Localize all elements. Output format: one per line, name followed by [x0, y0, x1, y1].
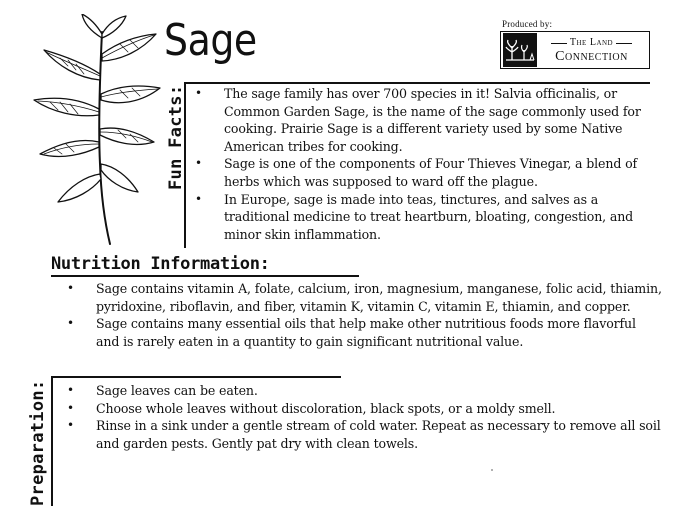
fun-facts-heading: Fun Facts: — [166, 84, 186, 190]
preparation-divider — [51, 376, 53, 506]
page-title: Sage — [164, 15, 257, 66]
bullet: • — [195, 156, 202, 171]
fun-facts-top-rule — [184, 82, 650, 84]
bullet: • — [67, 316, 74, 331]
nutrition-underline — [51, 275, 359, 277]
bullet: • — [195, 191, 202, 206]
sage-sprig-illustration — [30, 14, 165, 249]
fun-facts-list — [195, 85, 664, 243]
preparation-list — [67, 382, 662, 452]
fun-fact-text: In Europe, sage is made into teas, tinctures, and salves as a traditional medicine to treat heartburn, bloating, congestion, and minor skin inflammation. — [224, 191, 634, 242]
land-connection-logo — [500, 31, 650, 69]
nutrition-list — [67, 280, 662, 350]
preparation-text: Rinse in a sink under a gentle stream of cold water. Repeat as necessary to remove all soil and garden pests. Gently pat dry with clean towels. — [96, 418, 661, 451]
preparation-text: Choose whole leaves without discoloration, black spots, or a moldy smell. — [96, 400, 556, 416]
nutrition-text: Sage contains vitamin A, folate, calcium, iron, magnesium, manganese, folic acid, thiamin, pyridoxine, riboflavin, and fiber, vitamin K, vitamin C, vitamin E, thiamin, and copper. — [96, 281, 662, 314]
list-item — [195, 85, 664, 155]
bullet: • — [67, 400, 74, 415]
logo-line-1: The Land — [569, 37, 614, 48]
list-item — [195, 191, 664, 244]
preparation-heading: Preparation: — [28, 379, 48, 506]
bullet: • — [67, 281, 74, 295]
speck — [491, 469, 493, 471]
fun-fact-text: The sage family has over 700 species in it! Salvia officinalis, or Common Garden Sage, is the name of the sage commonly used for cooking. Prairie Sage is a different variety used by some Native American tribes for cooking. — [224, 86, 641, 154]
fun-facts-divider — [184, 82, 186, 248]
produced-by-label: Produced by: — [502, 19, 553, 29]
list-item — [67, 417, 662, 452]
preparation-text: Sage leaves can be eaten. — [96, 383, 258, 398]
bullet: • — [67, 383, 74, 397]
list-item — [67, 280, 662, 315]
bullet: • — [195, 86, 202, 100]
logo-wordmark — [538, 36, 649, 64]
nutrition-text: Sage contains many essential oils that help make other nutritious foods more flavorful and is rarely eaten in a quantity to gain significant nutritional value. — [96, 316, 636, 349]
list-item — [195, 155, 664, 190]
fun-fact-text: Sage is one of the components of Four Thieves Vinegar, a blend of herbs which was supposed to ward off the plague. — [224, 156, 638, 189]
land-connection-logo-icon — [502, 32, 538, 68]
bullet: • — [67, 418, 74, 433]
list-item — [67, 400, 662, 418]
list-item — [67, 382, 662, 400]
logo-line-2: Connection — [555, 49, 628, 64]
nutrition-heading: Nutrition Information: — [51, 254, 270, 274]
list-item — [67, 315, 662, 350]
preparation-top-rule — [51, 376, 341, 378]
